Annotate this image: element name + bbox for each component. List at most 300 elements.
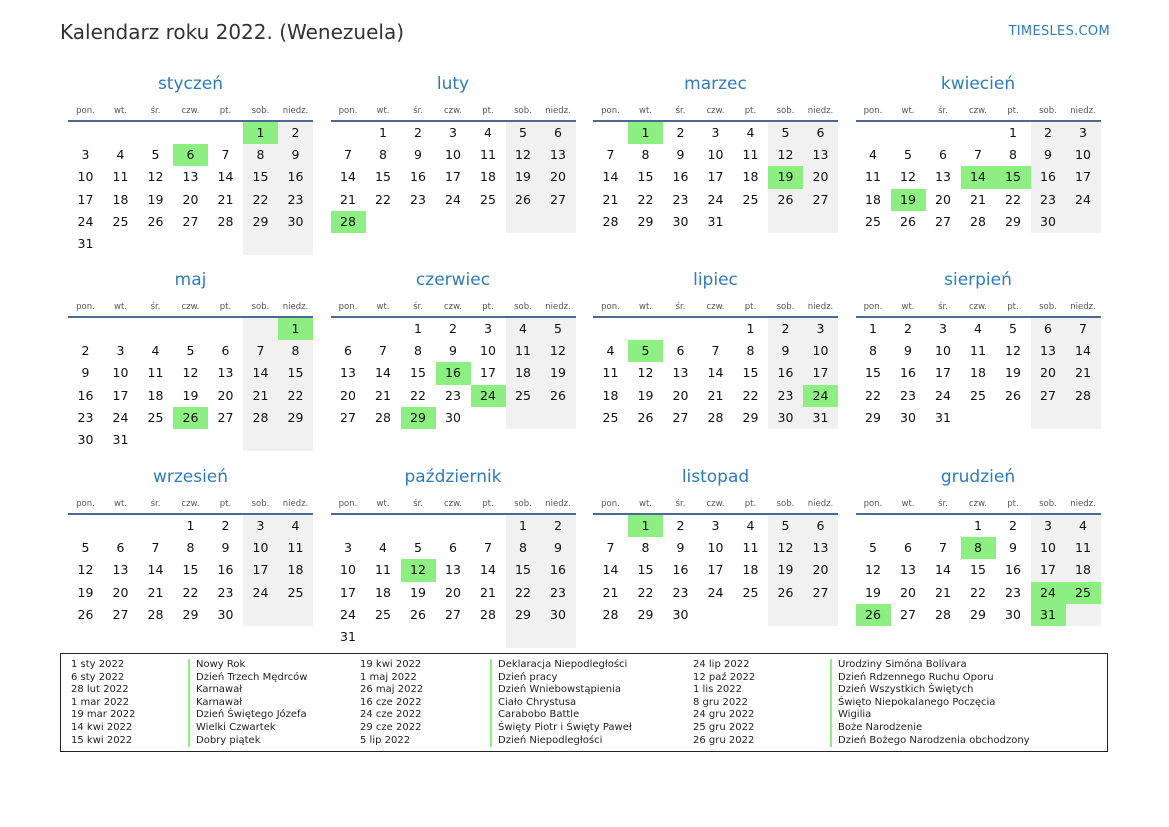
day-cell[interactable]: 16 <box>672 169 689 185</box>
weekend-day-cell[interactable]: 9 <box>541 537 576 559</box>
weekend-day-cell[interactable]: 17 <box>1031 559 1066 581</box>
day-cell[interactable]: 27 <box>445 606 461 622</box>
day-cell[interactable]: 21 <box>602 191 619 207</box>
day-cell[interactable]: 12 <box>865 562 881 578</box>
day-cell[interactable]: 1 <box>869 321 877 336</box>
day-cell[interactable]: 18 <box>480 169 496 185</box>
weekend-day-cell[interactable]: 6 <box>1031 318 1066 340</box>
day-cell[interactable]: 7 <box>221 147 230 163</box>
holiday-day-cell[interactable]: 24 <box>471 385 506 407</box>
day-cell[interactable]: 5 <box>904 147 912 163</box>
day-cell[interactable]: 24 <box>935 387 951 403</box>
day-cell[interactable]: 1 <box>974 518 982 533</box>
day-cell[interactable]: 3 <box>81 147 90 163</box>
weekend-day-cell[interactable]: 17 <box>243 559 278 581</box>
weekend-day-cell[interactable]: 5 <box>541 318 576 340</box>
day-cell[interactable]: 9 <box>221 540 230 556</box>
holiday-day-cell[interactable]: 24 <box>1031 582 1066 604</box>
day-cell[interactable]: 24 <box>112 409 129 425</box>
day-cell[interactable]: 21 <box>217 191 234 207</box>
day-cell[interactable]: 9 <box>676 540 685 556</box>
day-cell[interactable]: 29 <box>970 606 986 622</box>
day-cell[interactable]: 8 <box>641 147 650 163</box>
weekend-day-cell[interactable]: 17 <box>803 362 838 384</box>
day-cell[interactable]: 22 <box>742 387 759 403</box>
weekend-day-cell[interactable]: 22 <box>243 189 278 211</box>
day-cell[interactable]: 8 <box>414 343 422 359</box>
day-cell[interactable]: 11 <box>742 540 759 556</box>
day-cell[interactable]: 12 <box>147 169 164 185</box>
day-cell[interactable]: 14 <box>217 169 234 185</box>
day-cell[interactable]: 23 <box>672 191 689 207</box>
day-cell[interactable]: 28 <box>935 606 951 622</box>
weekend-day-cell[interactable]: 10 <box>803 340 838 362</box>
day-cell[interactable]: 17 <box>112 387 129 403</box>
day-cell[interactable]: 23 <box>445 387 461 403</box>
day-cell[interactable]: 4 <box>746 518 755 533</box>
day-cell[interactable]: 9 <box>81 365 90 381</box>
weekend-day-cell[interactable]: 5 <box>768 515 803 537</box>
day-cell[interactable]: 22 <box>637 584 654 600</box>
holiday-day-cell[interactable]: 19 <box>891 189 926 211</box>
day-cell[interactable]: 21 <box>340 191 356 207</box>
day-cell[interactable]: 12 <box>1005 343 1021 359</box>
day-cell[interactable]: 10 <box>445 147 461 163</box>
day-cell[interactable]: 17 <box>707 562 724 578</box>
weekend-day-cell[interactable]: 11 <box>1066 537 1101 559</box>
day-cell[interactable]: 2 <box>904 321 912 336</box>
holiday-day-cell[interactable]: 19 <box>768 166 803 188</box>
weekend-day-cell[interactable]: 9 <box>768 340 803 362</box>
day-cell[interactable]: 13 <box>112 562 129 578</box>
day-cell[interactable]: 7 <box>974 147 982 163</box>
day-cell[interactable]: 18 <box>112 191 129 207</box>
day-cell[interactable]: 28 <box>375 409 391 425</box>
holiday-day-cell[interactable]: 12 <box>401 559 436 581</box>
day-cell[interactable]: 26 <box>77 606 94 622</box>
day-cell[interactable]: 3 <box>711 125 720 140</box>
day-cell[interactable]: 21 <box>935 584 951 600</box>
weekend-day-cell[interactable]: 14 <box>243 362 278 384</box>
day-cell[interactable]: 22 <box>1005 191 1021 207</box>
day-cell[interactable]: 30 <box>900 409 916 425</box>
weekend-day-cell[interactable]: 21 <box>243 385 278 407</box>
weekend-day-cell[interactable]: 28 <box>1066 385 1101 407</box>
day-cell[interactable]: 30 <box>672 606 689 622</box>
day-cell[interactable]: 4 <box>746 125 755 140</box>
weekend-day-cell[interactable]: 8 <box>243 144 278 166</box>
day-cell[interactable]: 19 <box>637 387 654 403</box>
weekend-day-cell[interactable]: 3 <box>803 318 838 340</box>
day-cell[interactable]: 28 <box>480 606 496 622</box>
day-cell[interactable]: 7 <box>344 147 352 163</box>
day-cell[interactable]: 25 <box>742 191 759 207</box>
day-cell[interactable]: 14 <box>935 562 951 578</box>
weekend-day-cell[interactable]: 10 <box>1031 537 1066 559</box>
day-cell[interactable]: 6 <box>676 343 685 359</box>
day-cell[interactable]: 6 <box>221 343 230 359</box>
day-cell[interactable]: 18 <box>742 169 759 185</box>
day-cell[interactable]: 6 <box>904 540 912 556</box>
weekend-day-cell[interactable]: 26 <box>506 189 541 211</box>
holiday-day-cell[interactable]: 26 <box>856 604 891 626</box>
weekend-day-cell[interactable]: 29 <box>278 407 313 429</box>
day-cell[interactable]: 2 <box>81 343 90 359</box>
day-cell[interactable]: 24 <box>445 191 461 207</box>
weekend-day-cell[interactable]: 10 <box>243 537 278 559</box>
day-cell[interactable]: 10 <box>935 343 951 359</box>
day-cell[interactable]: 8 <box>746 343 755 359</box>
weekend-day-cell[interactable]: 22 <box>278 385 313 407</box>
weekend-day-cell[interactable]: 20 <box>803 166 838 188</box>
day-cell[interactable]: 13 <box>445 562 461 578</box>
day-cell[interactable]: 17 <box>445 169 461 185</box>
day-cell[interactable]: 21 <box>375 387 391 403</box>
day-cell[interactable]: 29 <box>1005 213 1021 229</box>
weekend-day-cell[interactable]: 15 <box>506 559 541 581</box>
day-cell[interactable]: 15 <box>970 562 986 578</box>
day-cell[interactable]: 14 <box>147 562 164 578</box>
day-cell[interactable]: 18 <box>147 387 164 403</box>
weekend-day-cell[interactable]: 15 <box>243 166 278 188</box>
day-cell[interactable]: 15 <box>637 562 654 578</box>
day-cell[interactable]: 30 <box>445 409 461 425</box>
weekend-day-cell[interactable]: 28 <box>243 407 278 429</box>
day-cell[interactable]: 2 <box>414 125 422 140</box>
weekend-day-cell[interactable]: 7 <box>1066 318 1101 340</box>
day-cell[interactable]: 8 <box>379 147 387 163</box>
day-cell[interactable]: 29 <box>865 409 881 425</box>
holiday-day-cell[interactable]: 28 <box>331 211 366 233</box>
day-cell[interactable]: 17 <box>480 365 496 381</box>
weekend-day-cell[interactable]: 19 <box>506 166 541 188</box>
holiday-day-cell[interactable]: 29 <box>401 407 436 429</box>
day-cell[interactable]: 7 <box>379 343 387 359</box>
weekend-day-cell[interactable]: 12 <box>541 340 576 362</box>
day-cell[interactable]: 25 <box>480 191 496 207</box>
day-cell[interactable]: 14 <box>340 169 356 185</box>
day-cell[interactable]: 29 <box>637 213 654 229</box>
holiday-day-cell[interactable]: 15 <box>996 166 1031 188</box>
day-cell[interactable]: 13 <box>340 365 356 381</box>
day-cell[interactable]: 20 <box>217 387 234 403</box>
day-cell[interactable]: 28 <box>602 606 619 622</box>
weekend-day-cell[interactable]: 20 <box>803 559 838 581</box>
weekend-day-cell[interactable]: 7 <box>243 340 278 362</box>
day-cell[interactable]: 21 <box>480 584 496 600</box>
holiday-day-cell[interactable]: 31 <box>1031 604 1066 626</box>
day-cell[interactable]: 18 <box>602 387 619 403</box>
weekend-day-cell[interactable]: 4 <box>278 515 313 537</box>
weekend-day-cell[interactable]: 19 <box>541 362 576 384</box>
day-cell[interactable]: 25 <box>375 606 391 622</box>
weekend-day-cell[interactable]: 12 <box>768 144 803 166</box>
day-cell[interactable]: 9 <box>676 147 685 163</box>
day-cell[interactable]: 16 <box>1005 562 1021 578</box>
weekend-day-cell[interactable]: 26 <box>768 189 803 211</box>
day-cell[interactable]: 30 <box>672 213 689 229</box>
weekend-day-cell[interactable]: 16 <box>1031 166 1066 188</box>
day-cell[interactable]: 1 <box>186 518 195 533</box>
day-cell[interactable]: 27 <box>340 409 356 425</box>
day-cell[interactable]: 7 <box>939 540 947 556</box>
day-cell[interactable]: 2 <box>676 518 685 533</box>
day-cell[interactable]: 10 <box>77 169 94 185</box>
day-cell[interactable]: 13 <box>900 562 916 578</box>
weekend-day-cell[interactable]: 19 <box>768 559 803 581</box>
day-cell[interactable]: 24 <box>340 606 356 622</box>
day-cell[interactable]: 15 <box>375 169 391 185</box>
day-cell[interactable]: 24 <box>77 213 94 229</box>
weekend-day-cell[interactable]: 20 <box>1031 362 1066 384</box>
day-cell[interactable]: 20 <box>935 191 951 207</box>
day-cell[interactable]: 23 <box>77 409 94 425</box>
holiday-day-cell[interactable]: 24 <box>803 385 838 407</box>
day-cell[interactable]: 4 <box>116 147 125 163</box>
day-cell[interactable]: 19 <box>77 584 94 600</box>
weekend-day-cell[interactable]: 27 <box>541 189 576 211</box>
day-cell[interactable]: 6 <box>939 147 947 163</box>
weekend-day-cell[interactable]: 25 <box>278 582 313 604</box>
weekend-day-cell[interactable]: 1 <box>506 515 541 537</box>
day-cell[interactable]: 22 <box>182 584 199 600</box>
day-cell[interactable]: 3 <box>344 540 352 556</box>
day-cell[interactable]: 31 <box>340 628 356 644</box>
day-cell[interactable]: 22 <box>970 584 986 600</box>
holiday-day-cell[interactable]: 16 <box>436 362 471 384</box>
weekend-day-cell[interactable]: 18 <box>1066 559 1101 581</box>
day-cell[interactable]: 7 <box>484 540 492 556</box>
day-cell[interactable]: 7 <box>711 343 720 359</box>
day-cell[interactable]: 11 <box>112 169 129 185</box>
day-cell[interactable]: 2 <box>449 321 457 336</box>
day-cell[interactable]: 15 <box>742 365 759 381</box>
weekend-day-cell[interactable]: 13 <box>803 537 838 559</box>
day-cell[interactable]: 21 <box>602 584 619 600</box>
day-cell[interactable]: 26 <box>1005 387 1021 403</box>
day-cell[interactable]: 14 <box>602 169 619 185</box>
day-cell[interactable]: 23 <box>1005 584 1021 600</box>
day-cell[interactable]: 27 <box>672 409 689 425</box>
day-cell[interactable]: 20 <box>445 584 461 600</box>
weekend-day-cell[interactable]: 2 <box>541 515 576 537</box>
day-cell[interactable]: 14 <box>707 365 724 381</box>
day-cell[interactable]: 3 <box>939 321 947 336</box>
weekend-day-cell[interactable]: 3 <box>1066 122 1101 144</box>
weekend-day-cell[interactable]: 18 <box>506 362 541 384</box>
day-cell[interactable]: 19 <box>865 584 881 600</box>
weekend-day-cell[interactable]: 26 <box>768 582 803 604</box>
day-cell[interactable]: 3 <box>449 125 457 140</box>
weekend-day-cell[interactable]: 8 <box>278 340 313 362</box>
day-cell[interactable]: 30 <box>1005 606 1021 622</box>
day-cell[interactable]: 10 <box>480 343 496 359</box>
day-cell[interactable]: 20 <box>112 584 129 600</box>
day-cell[interactable]: 2 <box>1009 518 1017 533</box>
day-cell[interactable]: 14 <box>375 365 391 381</box>
day-cell[interactable]: 13 <box>672 365 689 381</box>
day-cell[interactable]: 20 <box>900 584 916 600</box>
day-cell[interactable]: 12 <box>900 169 916 185</box>
weekend-day-cell[interactable]: 12 <box>768 537 803 559</box>
day-cell[interactable]: 16 <box>217 562 234 578</box>
day-cell[interactable]: 21 <box>707 387 724 403</box>
weekend-day-cell[interactable]: 30 <box>541 604 576 626</box>
day-cell[interactable]: 6 <box>449 540 457 556</box>
day-cell[interactable]: 20 <box>182 191 199 207</box>
weekend-day-cell[interactable]: 11 <box>506 340 541 362</box>
day-cell[interactable]: 22 <box>375 191 391 207</box>
day-cell[interactable]: 12 <box>77 562 94 578</box>
day-cell[interactable]: 26 <box>147 213 164 229</box>
day-cell[interactable]: 18 <box>970 365 986 381</box>
day-cell[interactable]: 28 <box>707 409 724 425</box>
day-cell[interactable]: 11 <box>480 147 496 163</box>
weekend-day-cell[interactable]: 6 <box>803 515 838 537</box>
day-cell[interactable]: 6 <box>344 343 352 359</box>
holiday-day-cell[interactable]: 1 <box>628 122 663 144</box>
day-cell[interactable]: 13 <box>182 169 199 185</box>
day-cell[interactable]: 1 <box>746 321 755 336</box>
day-cell[interactable]: 14 <box>480 562 496 578</box>
weekend-day-cell[interactable]: 2 <box>768 318 803 340</box>
day-cell[interactable]: 14 <box>602 562 619 578</box>
weekend-day-cell[interactable]: 27 <box>803 189 838 211</box>
day-cell[interactable]: 8 <box>186 540 195 556</box>
day-cell[interactable]: 23 <box>900 387 916 403</box>
day-cell[interactable]: 15 <box>637 169 654 185</box>
day-cell[interactable]: 8 <box>641 540 650 556</box>
day-cell[interactable]: 10 <box>340 562 356 578</box>
weekend-day-cell[interactable]: 30 <box>768 407 803 429</box>
weekend-day-cell[interactable]: 24 <box>243 582 278 604</box>
day-cell[interactable]: 11 <box>970 343 986 359</box>
day-cell[interactable]: 28 <box>970 213 986 229</box>
day-cell[interactable]: 13 <box>217 365 234 381</box>
day-cell[interactable]: 18 <box>742 562 759 578</box>
day-cell[interactable]: 4 <box>484 125 492 140</box>
weekend-day-cell[interactable]: 26 <box>541 385 576 407</box>
weekend-day-cell[interactable]: 11 <box>278 537 313 559</box>
day-cell[interactable]: 25 <box>602 409 619 425</box>
weekend-day-cell[interactable]: 30 <box>278 211 313 233</box>
weekend-day-cell[interactable]: 16 <box>541 559 576 581</box>
day-cell[interactable]: 18 <box>865 191 881 207</box>
day-cell[interactable]: 16 <box>77 387 94 403</box>
day-cell[interactable]: 26 <box>637 409 654 425</box>
day-cell[interactable]: 22 <box>865 387 881 403</box>
weekend-day-cell[interactable]: 16 <box>768 362 803 384</box>
day-cell[interactable]: 27 <box>900 606 916 622</box>
day-cell[interactable]: 10 <box>707 540 724 556</box>
day-cell[interactable]: 1 <box>414 321 422 336</box>
weekend-day-cell[interactable]: 15 <box>278 362 313 384</box>
day-cell[interactable]: 16 <box>410 169 426 185</box>
day-cell[interactable]: 8 <box>1009 147 1017 163</box>
holiday-day-cell[interactable]: 1 <box>628 515 663 537</box>
weekend-day-cell[interactable]: 8 <box>506 537 541 559</box>
day-cell[interactable]: 7 <box>606 147 615 163</box>
day-cell[interactable]: 27 <box>182 213 199 229</box>
weekend-day-cell[interactable]: 4 <box>1066 515 1101 537</box>
day-cell[interactable]: 25 <box>147 409 164 425</box>
day-cell[interactable]: 31 <box>707 213 724 229</box>
day-cell[interactable]: 19 <box>147 191 164 207</box>
weekend-day-cell[interactable]: 25 <box>506 385 541 407</box>
day-cell[interactable]: 29 <box>637 606 654 622</box>
day-cell[interactable]: 31 <box>112 431 129 447</box>
weekend-day-cell[interactable]: 6 <box>803 122 838 144</box>
day-cell[interactable]: 26 <box>410 606 426 622</box>
day-cell[interactable]: 7 <box>606 540 615 556</box>
weekend-day-cell[interactable]: 16 <box>278 166 313 188</box>
holiday-day-cell[interactable]: 8 <box>961 537 996 559</box>
day-cell[interactable]: 28 <box>147 606 164 622</box>
day-cell[interactable]: 29 <box>182 606 199 622</box>
weekend-day-cell[interactable]: 3 <box>1031 515 1066 537</box>
weekend-day-cell[interactable]: 13 <box>803 144 838 166</box>
day-cell[interactable]: 17 <box>707 169 724 185</box>
weekend-day-cell[interactable]: 12 <box>506 144 541 166</box>
weekend-day-cell[interactable]: 27 <box>803 582 838 604</box>
day-cell[interactable]: 27 <box>935 213 951 229</box>
weekend-day-cell[interactable]: 6 <box>541 122 576 144</box>
weekend-day-cell[interactable]: 23 <box>278 189 313 211</box>
holiday-day-cell[interactable]: 26 <box>173 407 208 429</box>
day-cell[interactable]: 3 <box>116 343 125 359</box>
day-cell[interactable]: 29 <box>742 409 759 425</box>
day-cell[interactable]: 31 <box>77 235 94 251</box>
weekend-day-cell[interactable]: 20 <box>541 166 576 188</box>
weekend-day-cell[interactable]: 30 <box>1031 211 1066 233</box>
weekend-day-cell[interactable]: 18 <box>278 559 313 581</box>
weekend-day-cell[interactable]: 5 <box>506 122 541 144</box>
day-cell[interactable]: 4 <box>606 343 615 359</box>
day-cell[interactable]: 4 <box>869 147 877 163</box>
day-cell[interactable]: 2 <box>221 518 230 533</box>
weekend-day-cell[interactable]: 22 <box>506 582 541 604</box>
day-cell[interactable]: 19 <box>1005 365 1021 381</box>
day-cell[interactable]: 12 <box>637 365 654 381</box>
holiday-day-cell[interactable]: 1 <box>243 122 278 144</box>
day-cell[interactable]: 9 <box>449 343 457 359</box>
weekend-day-cell[interactable]: 14 <box>1066 340 1101 362</box>
day-cell[interactable]: 5 <box>414 540 422 556</box>
day-cell[interactable]: 8 <box>869 343 877 359</box>
day-cell[interactable]: 25 <box>112 213 129 229</box>
weekend-day-cell[interactable]: 27 <box>1031 385 1066 407</box>
day-cell[interactable]: 19 <box>182 387 199 403</box>
weekend-day-cell[interactable]: 29 <box>506 604 541 626</box>
day-cell[interactable]: 4 <box>379 540 387 556</box>
day-cell[interactable]: 15 <box>865 365 881 381</box>
day-cell[interactable]: 30 <box>77 431 94 447</box>
day-cell[interactable]: 16 <box>672 562 689 578</box>
day-cell[interactable]: 25 <box>742 584 759 600</box>
holiday-day-cell[interactable]: 5 <box>628 340 663 362</box>
day-cell[interactable]: 24 <box>707 191 724 207</box>
weekend-day-cell[interactable]: 23 <box>541 582 576 604</box>
day-cell[interactable]: 12 <box>182 365 199 381</box>
weekend-day-cell[interactable]: 31 <box>803 407 838 429</box>
weekend-day-cell[interactable]: 2 <box>278 122 313 144</box>
weekend-day-cell[interactable]: 29 <box>243 211 278 233</box>
weekend-day-cell[interactable]: 23 <box>1031 189 1066 211</box>
day-cell[interactable]: 21 <box>147 584 164 600</box>
day-cell[interactable]: 11 <box>602 365 619 381</box>
day-cell[interactable]: 21 <box>970 191 986 207</box>
day-cell[interactable]: 20 <box>340 387 356 403</box>
